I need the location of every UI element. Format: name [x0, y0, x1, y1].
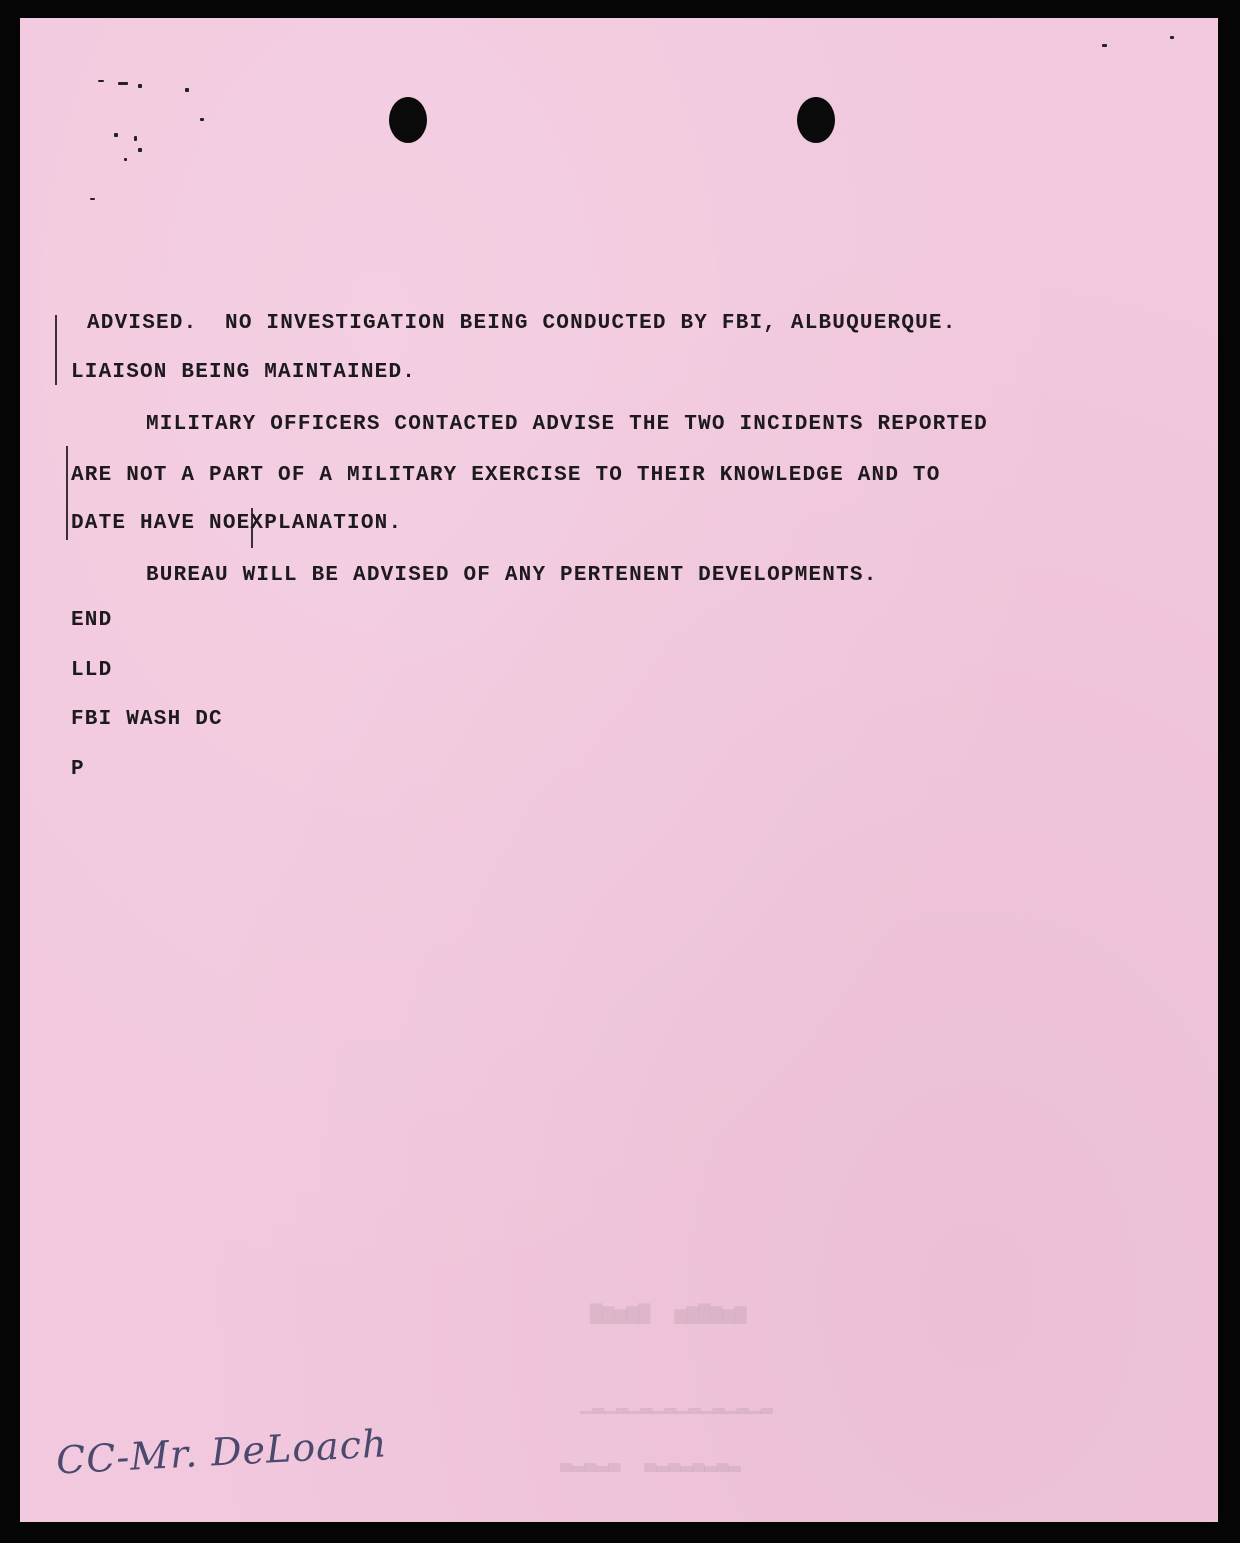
- speck: [200, 118, 204, 121]
- speck: [124, 158, 127, 161]
- speck: [90, 198, 95, 200]
- speck: [118, 82, 128, 85]
- punch-hole-right: [797, 97, 835, 143]
- punch-hole-left: [389, 97, 427, 143]
- speck: [114, 133, 118, 137]
- bleed-through: ▁▂▁▂▁▂▁▂▁▂▁▂▁▂▁▂: [580, 1393, 773, 1416]
- text-line: BUREAU WILL BE ADVISED OF ANY PERTENENT DEVELOPMENTS.: [146, 564, 878, 587]
- text-line: P: [71, 758, 85, 781]
- speck: [185, 88, 189, 92]
- speck: [98, 80, 104, 82]
- text-line: ARE NOT A PART OF A MILITARY EXERCISE TO THEIR KNOWLEDGE AND TO: [71, 464, 941, 487]
- text-line: DATE HAVE NOEXPLANATION.: [71, 512, 403, 535]
- speck: [138, 84, 142, 88]
- text-line: END: [71, 609, 113, 632]
- speck: [1170, 36, 1174, 39]
- text-line: LLD: [71, 659, 113, 682]
- speck: [138, 148, 142, 152]
- bleed-through: ▃▂▃▂▃ ▃▂▃▂▃▂▃▂: [560, 1451, 741, 1474]
- text-line: FBI WASH DC: [71, 708, 223, 731]
- text-line: MILITARY OFFICERS CONTACTED ADVISE THE TWO INCIDENTS REPORTED: [146, 413, 988, 436]
- margin-mark: [66, 446, 68, 540]
- text-line: LIAISON BEING MAINTAINED.: [71, 361, 417, 384]
- handwritten-note: CC-Mr. DeLoach: [55, 1421, 389, 1483]
- margin-mark: [55, 315, 57, 385]
- document-page: [20, 18, 1218, 1522]
- speck: [1102, 44, 1107, 47]
- bleed-through: ▇▆▅▆▇ ▅▆▇▆▅▆: [590, 1303, 747, 1326]
- speck: [134, 136, 137, 141]
- text-line: ADVISED. NO INVESTIGATION BEING CONDUCTED BY FBI, ALBUQUERQUE.: [87, 312, 957, 335]
